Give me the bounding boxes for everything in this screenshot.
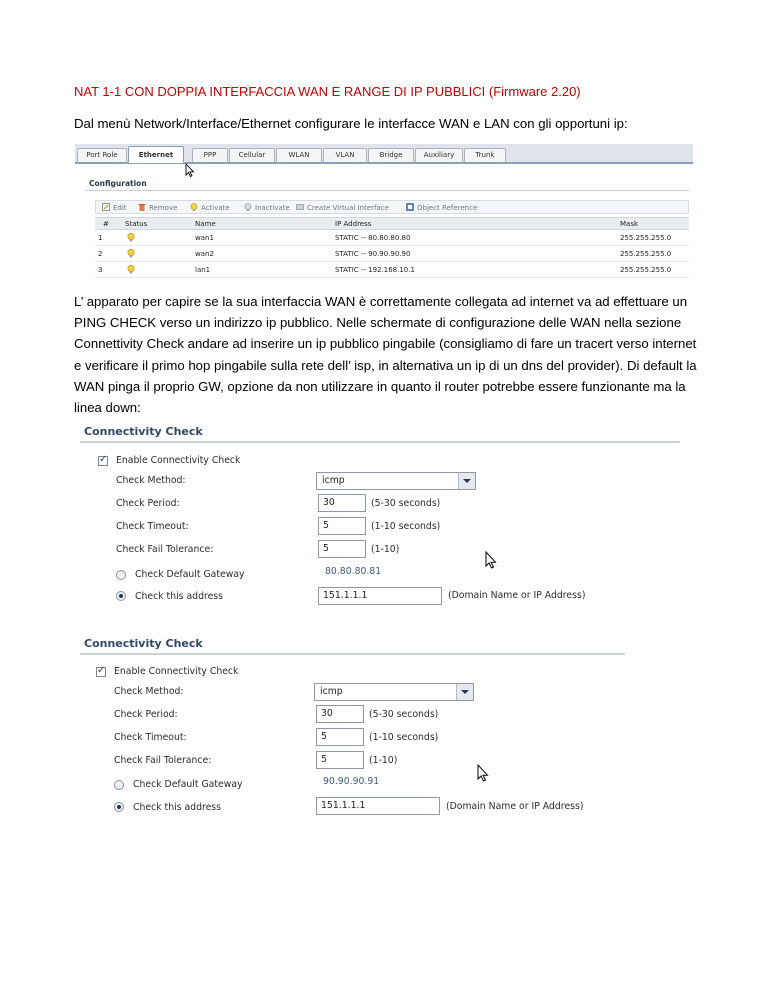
check-this-address-label: Check this address [133,802,221,813]
check-fail-tolerance-input[interactable]: 5 [318,540,366,558]
enable-connectivity-check-label: Enable Connectivity Check [114,666,239,677]
check-method-label: Check Method: [114,686,184,697]
check-fail-tolerance-label: Check Fail Tolerance: [114,755,212,766]
check-period-hint: (5-30 seconds) [369,709,439,720]
explanation-paragraph: L’ apparato per capire se la sua interfaccia WAN è correttamente collegata ad internet va ad effettuare un PING CHECK verso un indirizzo ip pubblico. Nelle schermate di configurazione delle WAN nella sezione Connettivity Check andare ad inserire un ip pubblico pingabile (consigliamo di fare un tracert verso internet e verificare il primo hop pingabile sulla rete dell’ isp, in alternativa un ip di un dns del provider). Di default la WAN pinga il proprio GW, opzione da non utilizzare in quanto il router potrebbe essere funzionante ma la linea down: [74,294,697,416]
check-fail-tolerance-hint: (1-10) [369,755,398,766]
trash-icon [138,203,146,211]
tab-port-role[interactable]: Port Role [77,148,127,162]
column-mask: Mask [620,220,639,228]
check-timeout-hint: (1-10 seconds) [369,732,439,743]
check-address-input[interactable]: 151.1.1.1 [316,797,440,815]
object-reference-label: Object Reference [417,204,478,212]
chevron-down-icon [458,473,475,489]
remove-button[interactable] [138,203,177,212]
column-ip-address: IP Address [335,220,372,228]
check-fail-tolerance-hint: (1-10) [371,544,400,555]
check-period-input[interactable]: 30 [318,494,366,512]
toolbar [95,200,689,214]
enable-connectivity-check-checkbox[interactable] [98,456,108,466]
status-bulb-icon [127,249,135,258]
row-number: 3 [98,266,103,274]
default-gateway-ip: 80.80.80.81 [325,566,382,577]
edit-button[interactable] [102,203,127,212]
panel-heading: Connectivity Check [84,637,203,650]
mouse-pointer-icon [485,551,497,569]
check-this-address-label: Check this address [135,591,223,602]
check-timeout-label: Check Timeout: [114,732,187,743]
check-default-gateway-label: Check Default Gateway [133,779,243,790]
row-number: 1 [98,234,103,242]
row-ip-address: STATIC -- 90.90.90.90 [335,250,411,258]
check-default-gateway-label: Check Default Gateway [135,569,245,580]
check-default-gateway-radio[interactable] [116,570,126,580]
check-address-hint: (Domain Name or IP Address) [448,590,586,601]
row-name: wan2 [195,250,214,258]
bulb-off-icon [244,203,252,211]
row-mask: 255.255.255.0 [620,266,672,274]
mouse-pointer-icon [185,163,195,177]
activate-button[interactable] [190,203,230,212]
row-number: 2 [98,250,103,258]
check-method-label: Check Method: [116,475,186,486]
section-divider [85,190,689,191]
row-ip-address: STATIC -- 80.80.80.80 [335,234,411,242]
row-name: lan1 [195,266,211,274]
tab-ethernet[interactable]: Ethernet [128,146,184,163]
default-gateway-ip: 90.90.90.91 [323,776,380,787]
row-ip-address: STATIC -- 192.168.10.1 [335,266,415,274]
tab-bridge[interactable]: Bridge [368,148,414,162]
tab-auxiliary[interactable]: Auxiliary [415,148,463,162]
check-this-address-radio[interactable] [114,802,124,812]
row-name: wan1 [195,234,214,242]
tab-vlan[interactable]: VLAN [323,148,367,162]
chevron-down-icon [456,684,473,700]
check-period-label: Check Period: [116,498,180,509]
column-status: Status [125,220,148,228]
enable-connectivity-check-checkbox[interactable] [96,667,106,677]
check-method-value: icmp [322,475,345,486]
heading-divider [80,653,625,655]
check-method-select[interactable] [314,683,474,701]
tab-wlan[interactable]: WLAN [276,148,322,162]
check-timeout-label: Check Timeout: [116,521,189,532]
check-timeout-hint: (1-10 seconds) [371,521,441,532]
row-mask: 255.255.255.0 [620,234,672,242]
table-row[interactable] [95,247,689,262]
activate-label: Activate [201,204,230,212]
check-period-label: Check Period: [114,709,178,720]
create-virtual-interface-button[interactable] [296,203,389,212]
column-name: Name [195,220,216,228]
document-title: NAT 1-1 CON DOPPIA INTERFACCIA WAN E RANGE DI IP PUBBLICI (Firmware 2.20) [74,84,581,99]
table-row[interactable] [95,263,689,278]
tab-trunk[interactable]: Trunk [464,148,506,162]
check-timeout-input[interactable]: 5 [318,517,366,535]
check-timeout-input[interactable]: 5 [316,728,364,746]
column-number: # [103,220,109,228]
check-method-select[interactable] [316,472,476,490]
tab-cellular[interactable]: Cellular [229,148,275,162]
section-title: Configuration [89,179,147,188]
check-address-hint: (Domain Name or IP Address) [446,801,584,812]
check-default-gateway-radio[interactable] [114,780,124,790]
check-fail-tolerance-input[interactable]: 5 [316,751,364,769]
remove-label: Remove [149,204,178,212]
virtual-interface-icon [296,203,304,211]
tab-ppp[interactable]: PPP [192,148,228,162]
mouse-pointer-icon [477,764,489,782]
check-address-input[interactable]: 151.1.1.1 [318,587,442,605]
check-period-hint: (5-30 seconds) [371,498,441,509]
status-bulb-icon [127,233,135,242]
heading-divider [80,441,680,443]
inactivate-button[interactable] [244,203,290,212]
enable-connectivity-check-label: Enable Connectivity Check [116,455,241,466]
check-method-value: icmp [320,686,343,697]
bulb-icon [190,203,198,211]
table-row[interactable] [95,231,689,246]
row-mask: 255.255.255.0 [620,250,672,258]
check-fail-tolerance-label: Check Fail Tolerance: [116,544,214,555]
check-period-input[interactable]: 30 [316,705,364,723]
connectivity-check-panel-wan1 [80,424,680,624]
connectivity-check-panel-wan2 [80,636,625,836]
edit-icon [102,203,110,211]
create-virtual-interface-label: Create Virtual Interface [307,204,389,212]
inactivate-label: Inactivate [255,204,290,212]
object-reference-icon [406,203,414,211]
tab-bar [75,144,693,164]
intro-paragraph: Dal menù Network/Interface/Ethernet configurare le interfacce WAN e LAN con gli opportuni ip: [74,116,628,131]
status-bulb-icon [127,265,135,274]
ethernet-interface-screenshot [75,144,693,281]
table-header [95,217,689,230]
panel-heading: Connectivity Check [84,425,203,438]
object-reference-button[interactable] [406,203,477,212]
edit-label: Edit [113,204,127,212]
check-this-address-radio[interactable] [116,591,126,601]
